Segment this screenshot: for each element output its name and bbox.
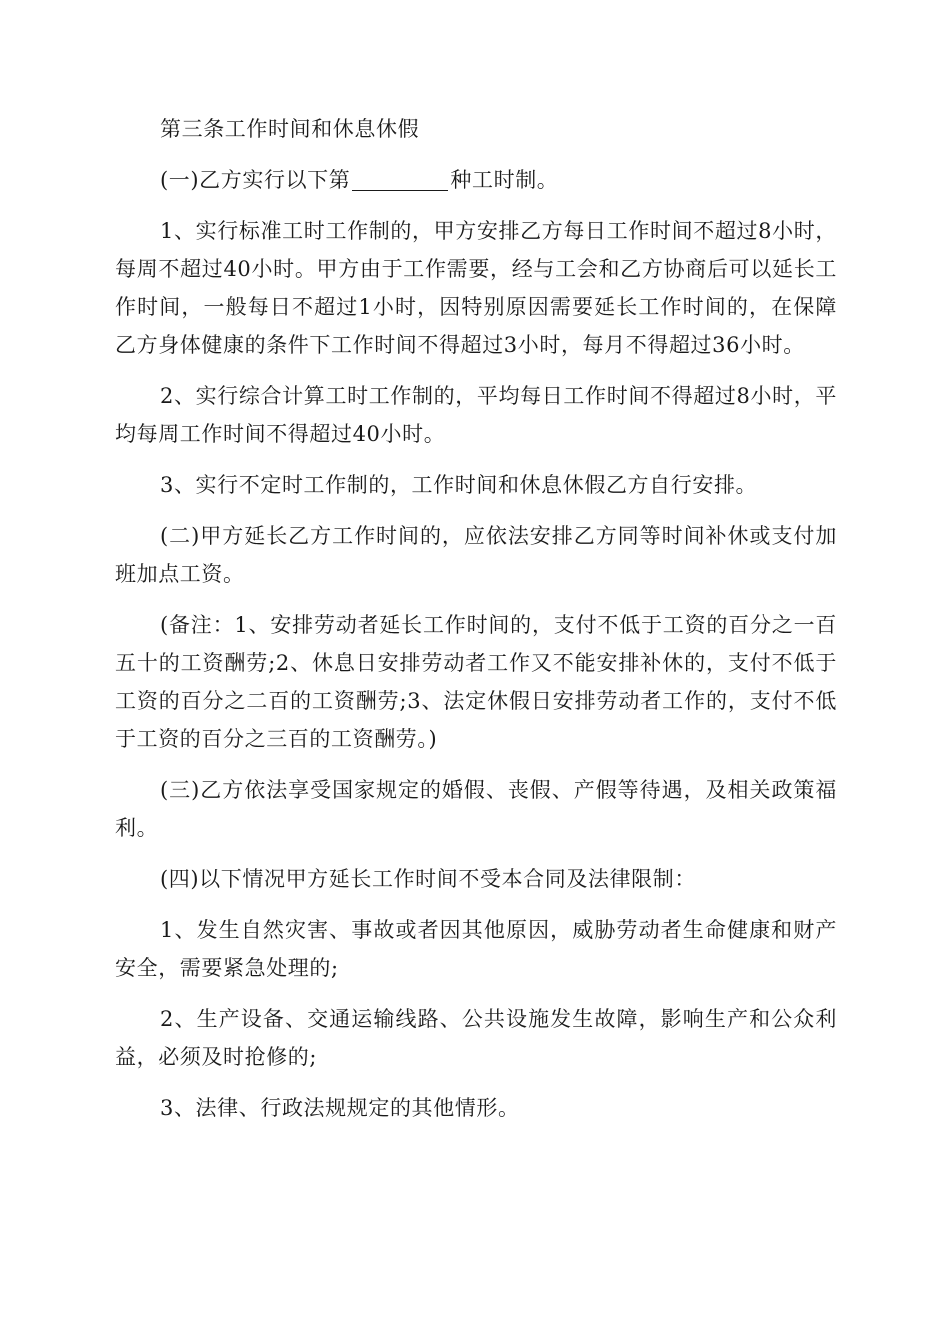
paragraph-text: (一)乙方实行以下第 <box>160 168 351 192</box>
paragraph-leave-benefits: (三)乙方依法享受国家规定的婚假、丧假、产假等待遇，及相关政策福利。 <box>115 778 837 840</box>
paragraph-text: 种工时制。 <box>450 168 559 192</box>
paragraph-standard-hours: 1、实行标准工时工作制的，甲方安排乙方每日工作时间不超过8小时，每周不超过40小时。甲方由于工作需要，经与工会和乙方协商后可以延长工作时间，一般每日不超过1小时，因特别原因需要延长工作时间的，在保障乙方身体健康的条件下工作时间不得超过3小时，每月不得超过36小时。 <box>115 219 837 357</box>
paragraph-work-hour-system <box>115 161 837 199</box>
paragraph-exception-1: 1、发生自然灾害、事故或者因其他原因，威胁劳动者生命健康和财产安全，需要紧急处理的; <box>115 918 837 980</box>
paragraph-flexible-hours: 3、实行不定时工作制的，工作时间和休息休假乙方自行安排。 <box>160 473 758 497</box>
paragraph-exception-3: 3、法律、行政法规规定的其他情形。 <box>160 1096 520 1120</box>
paragraph-exceptions-intro: (四)以下情况甲方延长工作时间不受本合同及法律限制： <box>160 867 696 891</box>
paragraph-comprehensive-hours: 2、实行综合计算工时工作制的，平均每日工作时间不得超过8小时，平均每周工作时间不得超过40小时。 <box>115 384 837 446</box>
article-heading: 第三条工作时间和休息休假 <box>160 117 420 141</box>
paragraph-exception-2: 2、生产设备、交通运输线路、公共设施发生故障，影响生产和公众利益，必须及时抢修的; <box>115 1007 837 1069</box>
paragraph-remarks: (备注：1、安排劳动者延长工作时间的，支付不低于工资的百分之一百五十的工资酬劳;2、休息日安排劳动者工作又不能安排补休的，支付不低于工资的百分之二百的工资酬劳;3、法定休假日安排劳动者工作的，支付不低于工资的百分之三百的工资酬劳。) <box>115 613 837 751</box>
document-page <box>115 110 837 1140</box>
fill-in-blank <box>352 166 448 191</box>
paragraph-overtime-compensation: (二)甲方延长乙方工作时间的，应依法安排乙方同等时间补休或支付加班加点工资。 <box>115 524 837 586</box>
